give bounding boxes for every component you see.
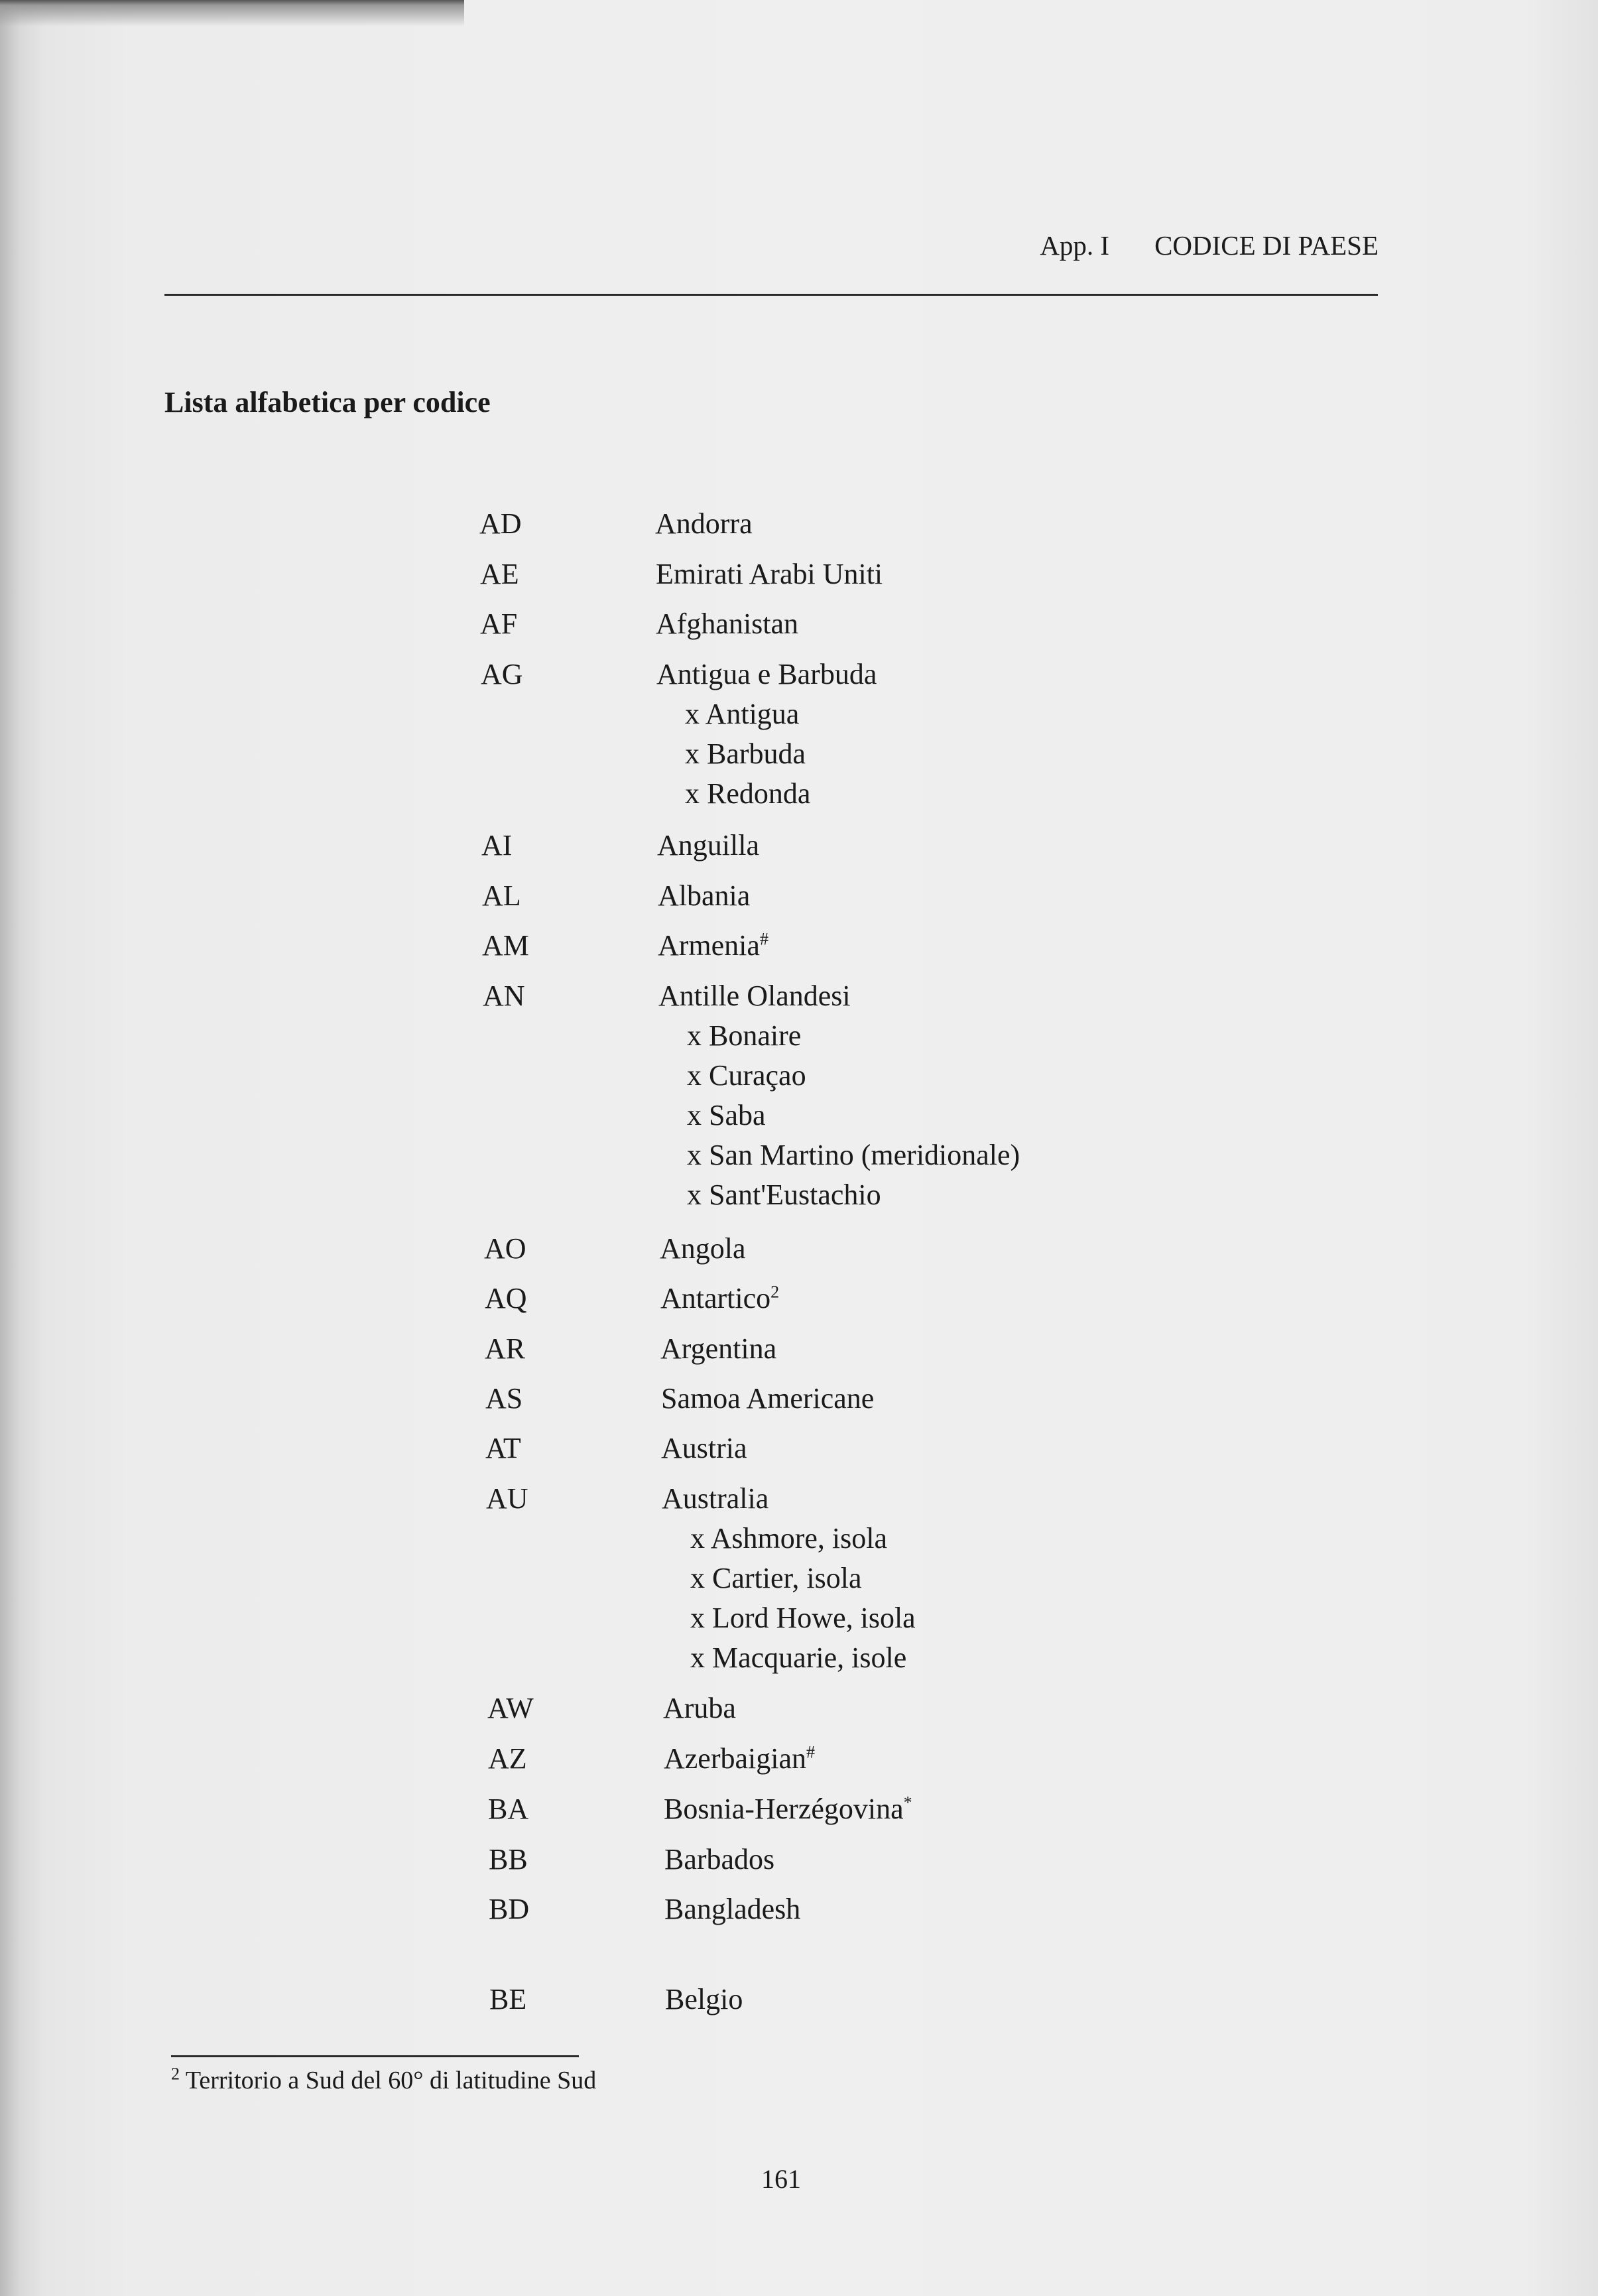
country-code: AI [481,829,513,861]
country-name-text: Bangladesh [664,1893,801,1925]
country-name [664,1742,815,1775]
territory-subentry: x Antigua [685,698,800,730]
country-code: AO [484,1232,526,1265]
country-name-text: Albania [658,879,751,912]
territory-subentry: x Lord Howe, isola [690,1602,916,1634]
country-name [661,1381,874,1415]
country-code: AW [487,1692,534,1724]
footnote [171,2066,596,2095]
country-name-text: Antigua e Barbuda [656,658,877,690]
country-name-text: Australia [662,1482,769,1515]
country-name-text: Azerbaigian [664,1742,806,1775]
country-name [663,1691,736,1725]
country-code: AZ [488,1742,527,1775]
territory-subentry: x Redonda [685,777,811,810]
country-code: BB [489,1843,528,1876]
country-name [657,828,759,862]
country-name [664,1892,800,1926]
country-code: BA [488,1793,529,1825]
footnote-text: Territorio a Sud del 60° di latitudine Sud [180,2067,597,2094]
country-name [658,979,851,1013]
country-code: AR [485,1332,526,1365]
country-name-text: Afghanistan [656,607,799,640]
country-mark: # [806,1742,815,1762]
country-name [664,1792,912,1826]
country-code: AM [482,929,529,962]
country-name-text: Andorra [655,507,753,540]
country-name [662,1482,768,1515]
country-code: AU [486,1482,528,1515]
territory-subentry: x Sant'Eustachio [687,1179,881,1211]
page-number: 161 [761,2164,801,2194]
country-name [656,557,883,591]
country-name [664,1842,774,1876]
header-title: CODICE DI PAESE [1154,230,1379,261]
country-code: AG [481,658,523,690]
country-name-text: Aruba [663,1692,736,1724]
country-name-text: Austria [661,1432,747,1464]
appendix-label: App. I [1040,230,1110,261]
territory-subentry: x Curaçao [687,1059,806,1092]
country-code: AD [479,507,522,540]
country-name [656,607,798,641]
country-code: BD [489,1893,530,1925]
footnote-rule [171,2055,579,2057]
country-name-text: Armenia [658,929,760,962]
territory-subentry: x Saba [687,1099,766,1131]
section-title: Lista alfabetica per codice [164,386,491,418]
country-name-text: Antartico [660,1282,771,1314]
country-code: AL [482,879,521,912]
country-name-text: Argentina [660,1332,777,1365]
country-code: AQ [485,1282,527,1314]
footnote-mark: 2 [171,2064,180,2084]
country-mark: # [759,929,768,949]
country-name-text: Samoa Americane [661,1382,875,1415]
country-code: BE [489,1983,527,2015]
country-name-text: Belgio [665,1983,743,2015]
country-mark: * [903,1793,912,1813]
country-name-text: Angola [660,1232,746,1265]
country-name [658,928,768,962]
country-name [660,1232,746,1265]
country-code: AE [480,558,519,590]
country-name-text: Emirati Arabi Uniti [656,558,883,590]
country-code: AS [485,1382,523,1415]
country-name [656,657,877,691]
country-name-text: Antille Olandesi [658,980,851,1012]
country-name-text: Barbados [664,1843,775,1876]
country-name-text: Anguilla [657,829,759,861]
territory-subentry: x Cartier, isola [690,1562,862,1594]
country-name [665,1982,743,2016]
country-name [660,1332,776,1366]
country-name [655,507,753,541]
territory-subentry: x Barbuda [685,737,806,770]
country-code: AF [480,607,518,640]
country-mark: 2 [770,1282,780,1302]
country-code: AN [483,980,525,1012]
territory-subentry: x Bonaire [687,1019,802,1052]
country-name-text: Bosnia-Herzégovina [664,1793,904,1825]
country-name [660,1281,779,1315]
territory-subentry: x San Martino (meridionale) [687,1139,1020,1171]
territory-subentry: x Ashmore, isola [690,1522,887,1555]
country-name [658,879,750,913]
country-name [661,1431,747,1465]
country-code: AT [485,1432,521,1464]
territory-subentry: x Macquarie, isole [690,1641,907,1674]
